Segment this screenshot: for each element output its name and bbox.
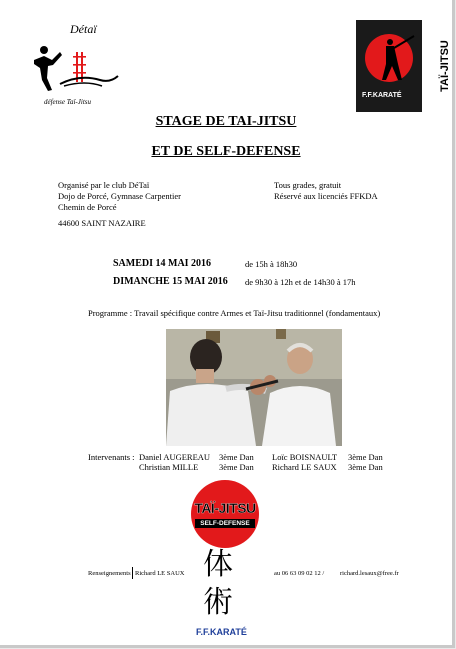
info-label: Renseignements [88,570,131,577]
intervenant-name: Daniel AUGEREAU [139,452,211,462]
organizer-line: Dojo de Porcé, Gymnase Carpentier [58,191,181,201]
schedule-hours: de 9h30 à 12h et de 14h30 à 17h [245,277,356,287]
organizer-line: Chemin de Porcé [58,202,117,212]
taijitsu-badge [180,478,270,548]
schedule-hours: de 15h à 18h30 [245,259,298,269]
info-divider [132,567,133,579]
intervenant-grade: 3ème Dan [348,462,383,472]
logo-tagline: défense Taï-Jitsu [44,98,91,106]
conditions-block [274,180,378,202]
kanji-jutsu: 術 [203,585,233,620]
intervenant-grade: 3ème Dan [219,462,254,472]
taijitsu-vertical-label: TAÏ-JITSU [438,40,451,92]
intervenant-name: Richard LE SAUX [272,462,337,472]
intervenant-grade: 3ème Dan [219,452,254,462]
kanji-tai: 体 [203,547,233,582]
programme-text: Programme : Travail spécifique contre Armes et Taï-Jitsu traditionnel (fondamentaux) [88,308,381,318]
badge-title: TAÏ-JITSU [194,500,256,516]
intervenant-name: Loïc BOISNAULT [272,452,338,462]
badge-subtitle: SELF-DEFENSE [195,519,255,528]
detai-logo [28,20,123,110]
federation-label: F.F.KARATÉ [362,92,402,99]
schedule-day: SAMEDI 14 MAI 2016 [113,258,212,269]
schedule-day: DIMANCHE 15 MAI 2016 [113,276,228,287]
title-line-1: STAGE DE TAI-JITSU [155,114,297,129]
title-line-2: ET DE SELF-DEFENSE [151,144,301,159]
training-photo [166,329,342,446]
organizer-line: 44600 SAINT NAZAIRE [58,218,146,228]
organizer-block [58,180,181,229]
intervenant-grade: 3ème Dan [348,452,383,462]
karateka-silhouette-icon [30,38,122,98]
logo-brand: Détaï [70,22,97,36]
organizer-line: Organisé par le club DéTaï [58,180,150,190]
info-email: richard.lesaux@free.fr [340,570,399,577]
photo-image [166,329,342,446]
intervenants-label: Intervenants : [88,452,135,462]
condition-line: Réservé aux licenciés FFKDA [274,191,378,201]
intervenant-name: Christian MILLE [139,462,199,472]
ffkarate-taijitsu-logo [356,20,451,112]
ffkarate-bottom-logo: F.F.KARATÉ [196,627,247,637]
info-contact: Richard LE SAUX [135,570,185,577]
info-phone: au 06 63 09 02 12 / [274,570,325,577]
condition-line: Tous grades, gratuit [274,180,342,190]
